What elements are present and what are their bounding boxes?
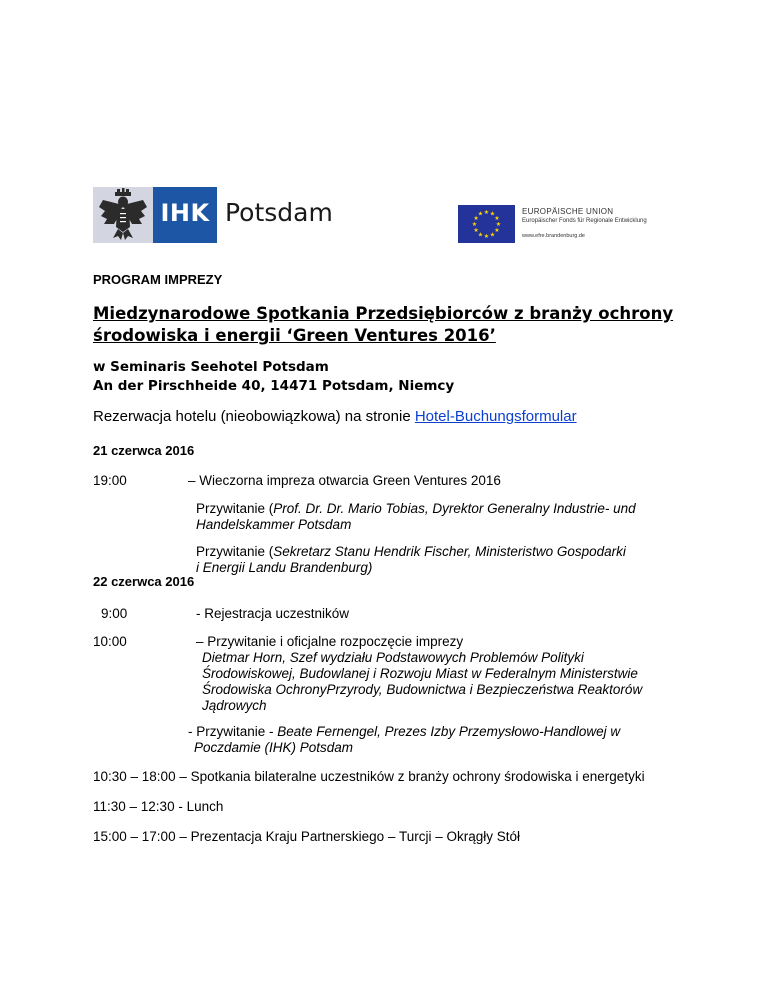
welcome-item: - Przywitanie - Beate Fernengel, Prezes Izby Przemysłowo-Handlowej w Poczdamie (IHK) Potsdam: [188, 724, 621, 755]
eu-star-icon: ★: [494, 216, 500, 222]
event-title: – Wieczorna impreza otwarcia Green Ventures 2016: [188, 473, 501, 488]
eu-star-icon: ★: [489, 211, 496, 218]
ihk-acronym: IHK: [160, 199, 210, 227]
eagle-icon: [93, 187, 153, 243]
eu-star-icon: ★: [483, 210, 490, 216]
eu-star-icon: ★: [489, 232, 496, 239]
ihk-city: Potsdam: [225, 198, 333, 227]
schedule-item: 15:00 – 17:00 – Prezentacja Kraju Partnerskiego – Turcji – Okrągły Stół: [93, 829, 520, 844]
venue-name: w Seminaris Seehotel Potsdam: [93, 359, 329, 375]
hotel-reservation: [93, 408, 577, 425]
ihk-logo: [93, 187, 333, 243]
eu-url: www.efre.brandenburg.de: [522, 233, 585, 239]
eu-star-icon: ★: [483, 234, 490, 240]
program-label: PROGRAM IMPREZY: [93, 272, 223, 287]
eu-title: EUROPÄISCHE UNION: [522, 207, 614, 216]
hotel-booking-link[interactable]: Hotel-Buchungsformular: [414, 408, 577, 425]
event-title: – Przywitanie i oficjalne rozpoczęcie imprezy: [196, 634, 464, 649]
event-title: - Rejestracja uczestników: [196, 606, 350, 621]
eu-subtitle: Europäischer Fonds für Regionale Entwicklung: [522, 218, 647, 224]
eu-star-icon: ★: [494, 228, 500, 234]
event-time: 19:00: [93, 473, 127, 488]
eu-star-icon: ★: [477, 232, 484, 239]
event-time: 10:00: [93, 634, 127, 649]
eu-star-icon: ★: [477, 211, 484, 218]
eu-star-icon: ★: [495, 222, 502, 228]
welcome-item: Przywitanie (Sekretarz Stanu Hendrik Fischer, Ministeristwo Gospodarki i Energii Landu Brandenburg): [196, 544, 626, 575]
event-item: – Przywitanie i oficjalne rozpoczęcie imprezy Dietmar Horn, Szef wydziału Podstawowych Problemów Polityki Środowiskowej, Budowlanej i Rozwoju Miast w Federalnym Ministerstwie Środowiska OchronyPrzyrody, Budownictwa i Bezpieczeństwa Reaktorów Jądrowych: [196, 634, 643, 713]
day-date: 22 czerwca 2016: [93, 574, 195, 589]
venue-address: An der Pirschheide 40, 14471 Potsdam, Niemcy: [93, 378, 455, 394]
eu-logo-text: [522, 207, 647, 240]
schedule-item: 11:30 – 12:30 - Lunch: [93, 799, 224, 814]
eu-star-icon: ★: [473, 228, 479, 234]
document-title: [93, 303, 693, 347]
eu-star-icon: ★: [471, 222, 478, 228]
eu-star-icon: ★: [473, 216, 479, 222]
day-date: 21 czerwca 2016: [93, 443, 195, 458]
title-line: Miedzynarodowe Spotkania Przedsiębiorców z branży ochrony: [93, 304, 674, 323]
eu-flag-icon: [458, 205, 515, 243]
schedule-item: 10:30 – 18:00 – Spotkania bilateralne uczestników z branży ochrony środowiska i energetyki: [93, 769, 645, 784]
event-time: 9:00: [101, 606, 128, 621]
hotel-reservation-text: Rezerwacja hotelu (nieobowiązkowa) na stronie: [93, 408, 415, 425]
welcome-item: Przywitanie (Prof. Dr. Dr. Mario Tobias, Dyrektor Generalny Industrie- und Handelskammer Potsdam: [196, 501, 636, 532]
title-line: środowiska i energii ‘Green Ventures 2016’: [93, 326, 496, 345]
